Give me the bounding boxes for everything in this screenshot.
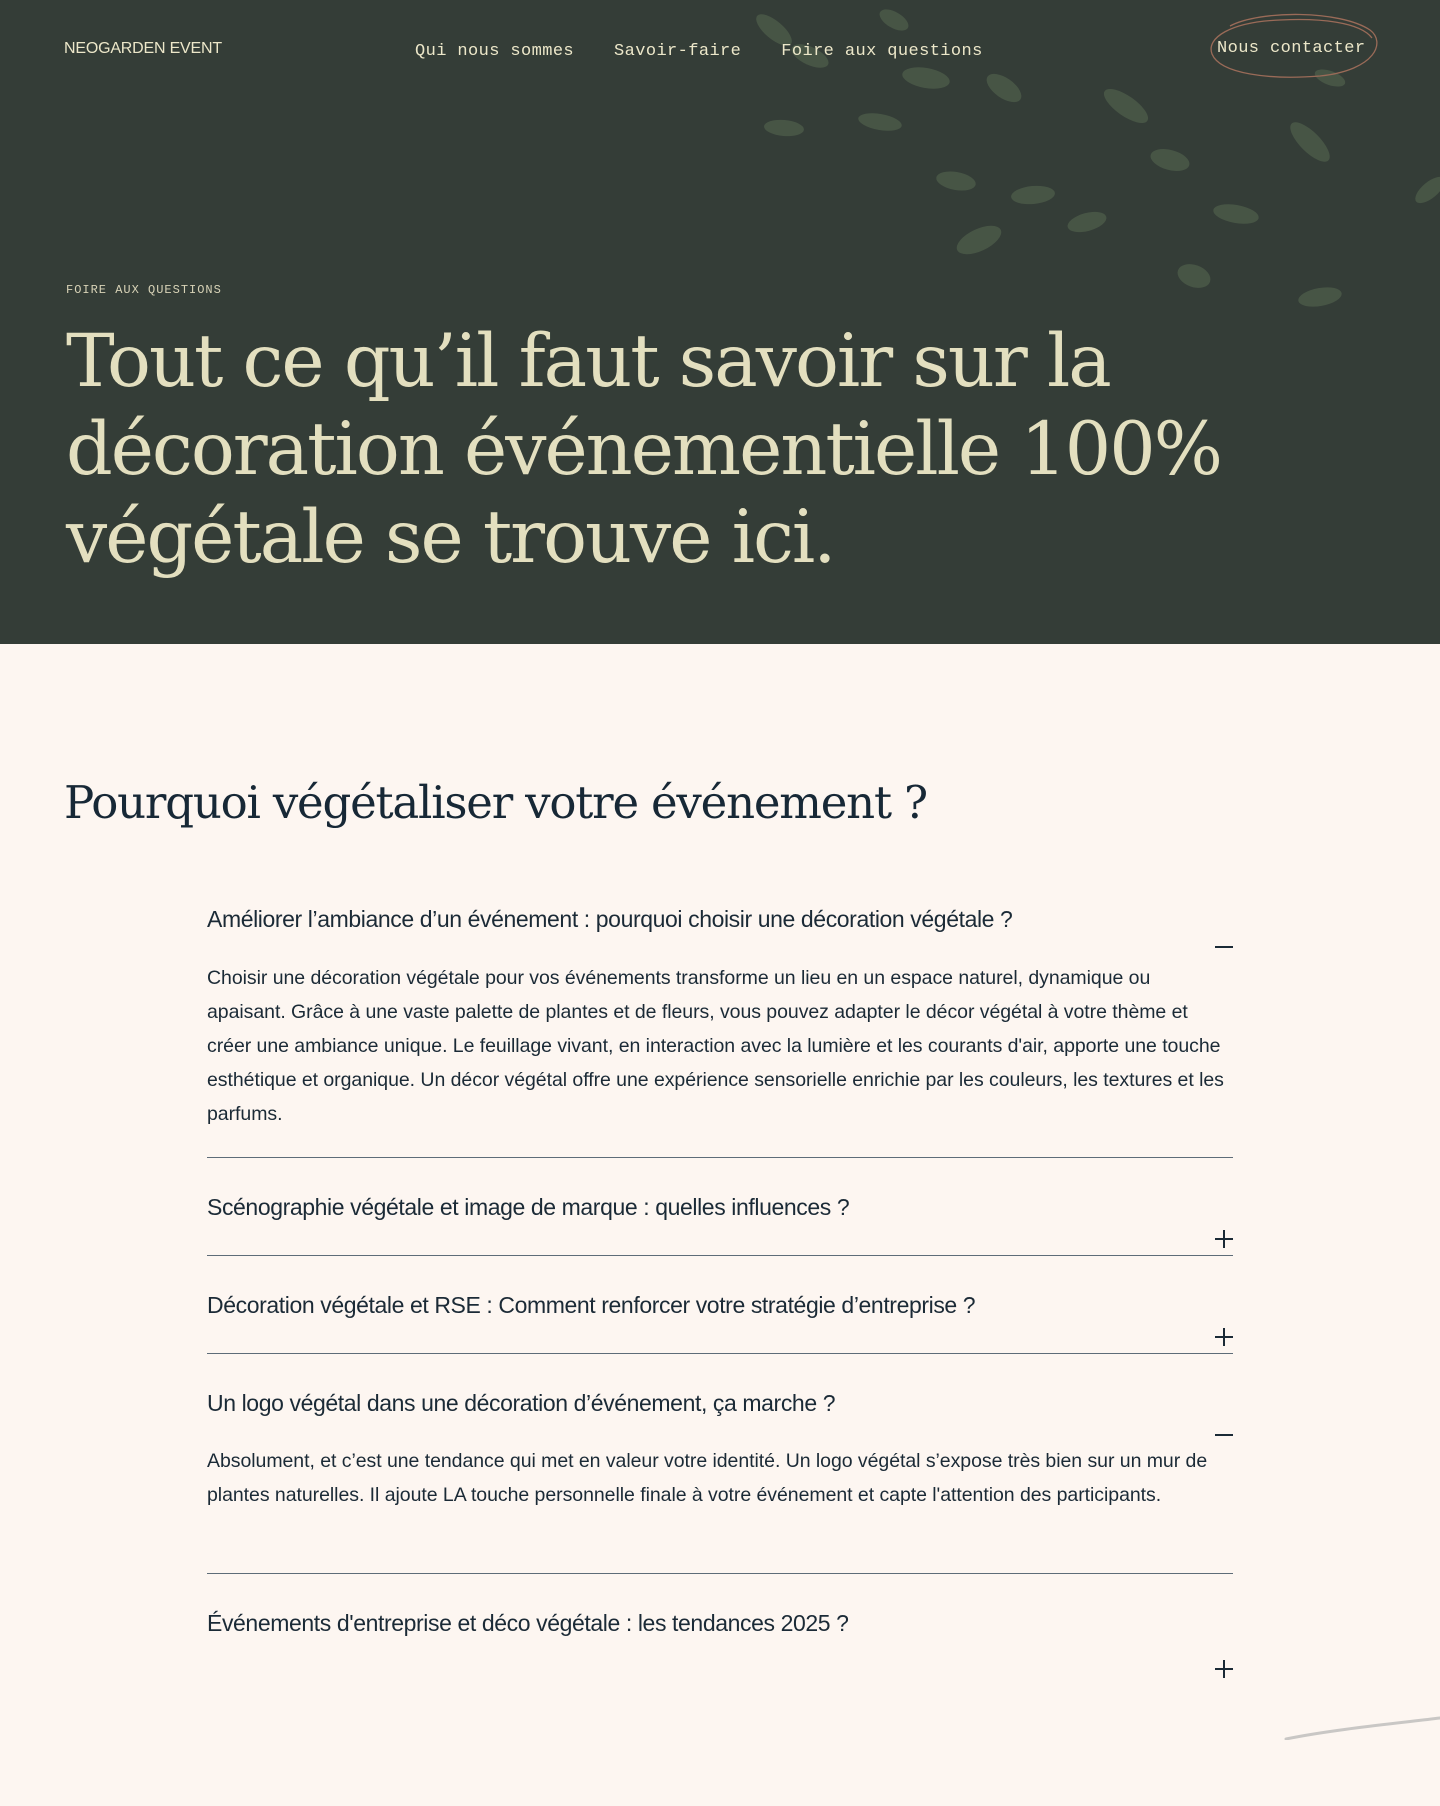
faq-question: Événements d'entreprise et déco végétale : les tendances 2025 ? bbox=[207, 1610, 849, 1636]
faq-question: Améliorer l’ambiance d’un événement : pourquoi choisir une décoration végétale ? bbox=[207, 906, 1013, 932]
nav-link-expertise[interactable]: Savoir-faire bbox=[614, 42, 742, 61]
plus-icon[interactable] bbox=[1215, 1660, 1233, 1678]
hero-title: Tout ce qu’il faut savoir sur la décoration événementielle 100% végétale se trouve ici. bbox=[66, 319, 1222, 580]
faq-question-toggle[interactable] bbox=[207, 1192, 1233, 1222]
minus-icon[interactable] bbox=[1215, 1426, 1233, 1444]
faq-question-toggle[interactable] bbox=[207, 904, 1233, 934]
plus-icon[interactable] bbox=[1215, 1230, 1233, 1248]
faq-question-toggle[interactable] bbox=[207, 1290, 1233, 1320]
faq-accordion bbox=[207, 880, 1233, 1684]
faq-answer: Absolument, et c’est une tendance qui met en valeur votre identité. Un logo végétal s’expose très bien sur un mur de plantes naturelles. Il ajoute LA touche personnelle finale à votre événement et capte l'attention des participants. bbox=[207, 1450, 1208, 1506]
faq-question-toggle[interactable] bbox=[207, 1388, 1233, 1418]
brand-logo[interactable]: NEOGARDEN EVENT bbox=[64, 40, 222, 57]
faq-item bbox=[207, 1354, 1233, 1574]
nav-link-about[interactable]: Qui nous sommes bbox=[415, 42, 575, 61]
plus-icon[interactable] bbox=[1215, 1328, 1233, 1346]
faq-answer: Choisir une décoration végétale pour vos événements transforme un lieu en un espace naturel, dynamique ou apaisant. Grâce à une vaste palette de plantes et de fleurs, vous pouvez adapter le décor végétal à votre thème et créer une ambiance unique. Le feuillage vivant, en interaction avec la lumière et les courants d'air, apporte une touche esthétique et organique. Un décor végétal offre une expérience sensorielle enrichie par les couleurs, les textures et les parfums. bbox=[207, 967, 1224, 1125]
minus-icon[interactable] bbox=[1215, 938, 1233, 956]
hero-eyebrow: FOIRE AUX QUESTIONS bbox=[66, 283, 222, 297]
hero bbox=[0, 0, 1440, 644]
contact-button[interactable] bbox=[1200, 8, 1380, 80]
faq-question: Un logo végétal dans une décoration d’événement, ça marche ? bbox=[207, 1390, 836, 1416]
faq-item bbox=[207, 1574, 1233, 1684]
faq-item bbox=[207, 1158, 1233, 1256]
faq-item bbox=[207, 1256, 1233, 1354]
main-nav bbox=[415, 42, 983, 61]
faq-question-toggle[interactable] bbox=[207, 1608, 1233, 1638]
nav-link-faq[interactable]: Foire aux questions bbox=[781, 42, 983, 61]
faq-section-title: Pourquoi végétaliser votre événement ? bbox=[64, 776, 927, 829]
faq-question: Scénographie végétale et image de marque : quelles influences ? bbox=[207, 1194, 850, 1220]
faq-question: Décoration végétale et RSE : Comment renforcer votre stratégie d’entreprise ? bbox=[207, 1292, 976, 1318]
brush-stroke-decoration bbox=[1280, 1700, 1440, 1740]
faq-item bbox=[207, 880, 1233, 1158]
contact-label: Nous contacter bbox=[1217, 39, 1366, 58]
